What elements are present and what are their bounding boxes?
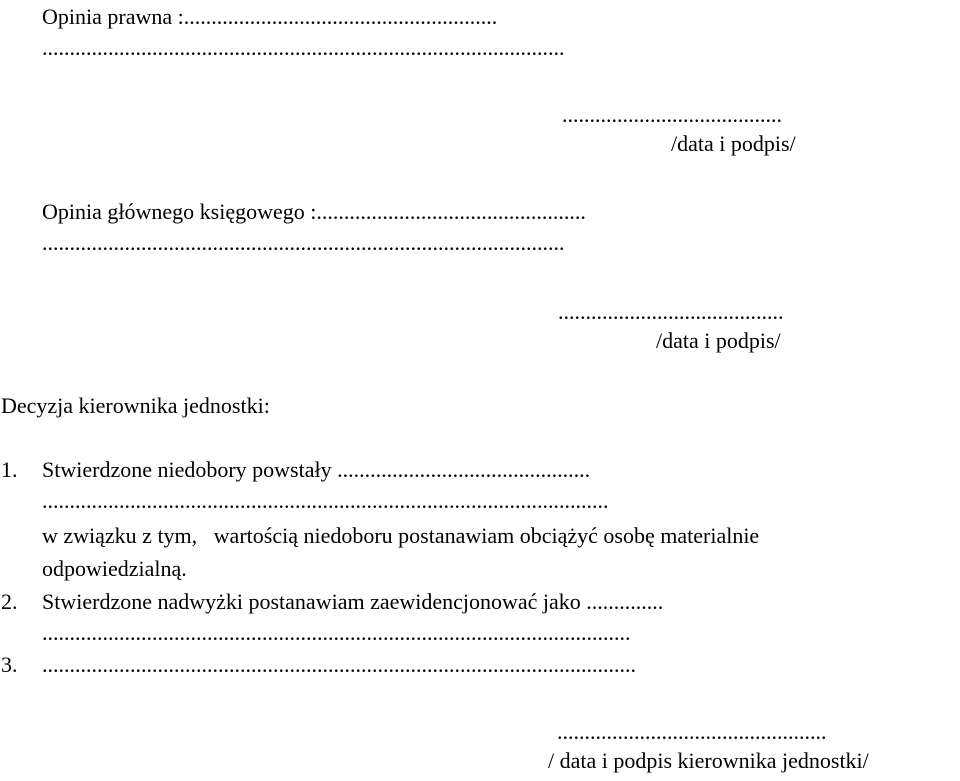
decision-item-2-number: 2. [1, 589, 18, 614]
legal-opinion-signature-caption: /data i podpis/ [671, 131, 796, 156]
accountant-opinion-label: Opinia głównego księgowego :................................................. [42, 199, 586, 224]
decision-item-2-continuation: ........................................................................................................... [42, 620, 631, 645]
decision-item-2-text: Stwierdzone nadwyżki postanawiam zaewidencjonować jako .............. [42, 589, 664, 614]
decision-item-3-number: 3. [1, 652, 18, 677]
director-signature-caption: / data i podpis kierownika jednostki/ [548, 748, 869, 773]
accountant-opinion-signature-caption: /data i podpis/ [656, 328, 781, 353]
decision-item-1-number: 1. [1, 457, 18, 482]
decision-item-1-continuation: ....................................................................................................... [42, 488, 609, 513]
decision-item-1-body-line-2: odpowiedzialną. [42, 556, 187, 581]
decision-item-1-text: Stwierdzone niedobory powstały .............................................. [42, 457, 591, 482]
accountant-opinion-continuation: ............................................................................................... [42, 230, 565, 255]
director-signature-dots: ................................................. [557, 719, 827, 744]
legal-opinion-continuation: ............................................................................................... [42, 35, 565, 60]
decision-item-1-body-line-1: w związku z tym, wartością niedoboru postanawiam obciążyć osobę materialnie [42, 523, 760, 548]
decision-item-3-text: ............................................................................................................ [42, 652, 636, 677]
legal-opinion-label: Opinia prawna :......................................................... [42, 4, 498, 29]
legal-opinion-signature-dots: ........................................ [562, 102, 782, 127]
decision-heading: Decyzja kierownika jednostki: [1, 393, 270, 418]
accountant-opinion-signature-dots: ......................................... [558, 299, 784, 324]
